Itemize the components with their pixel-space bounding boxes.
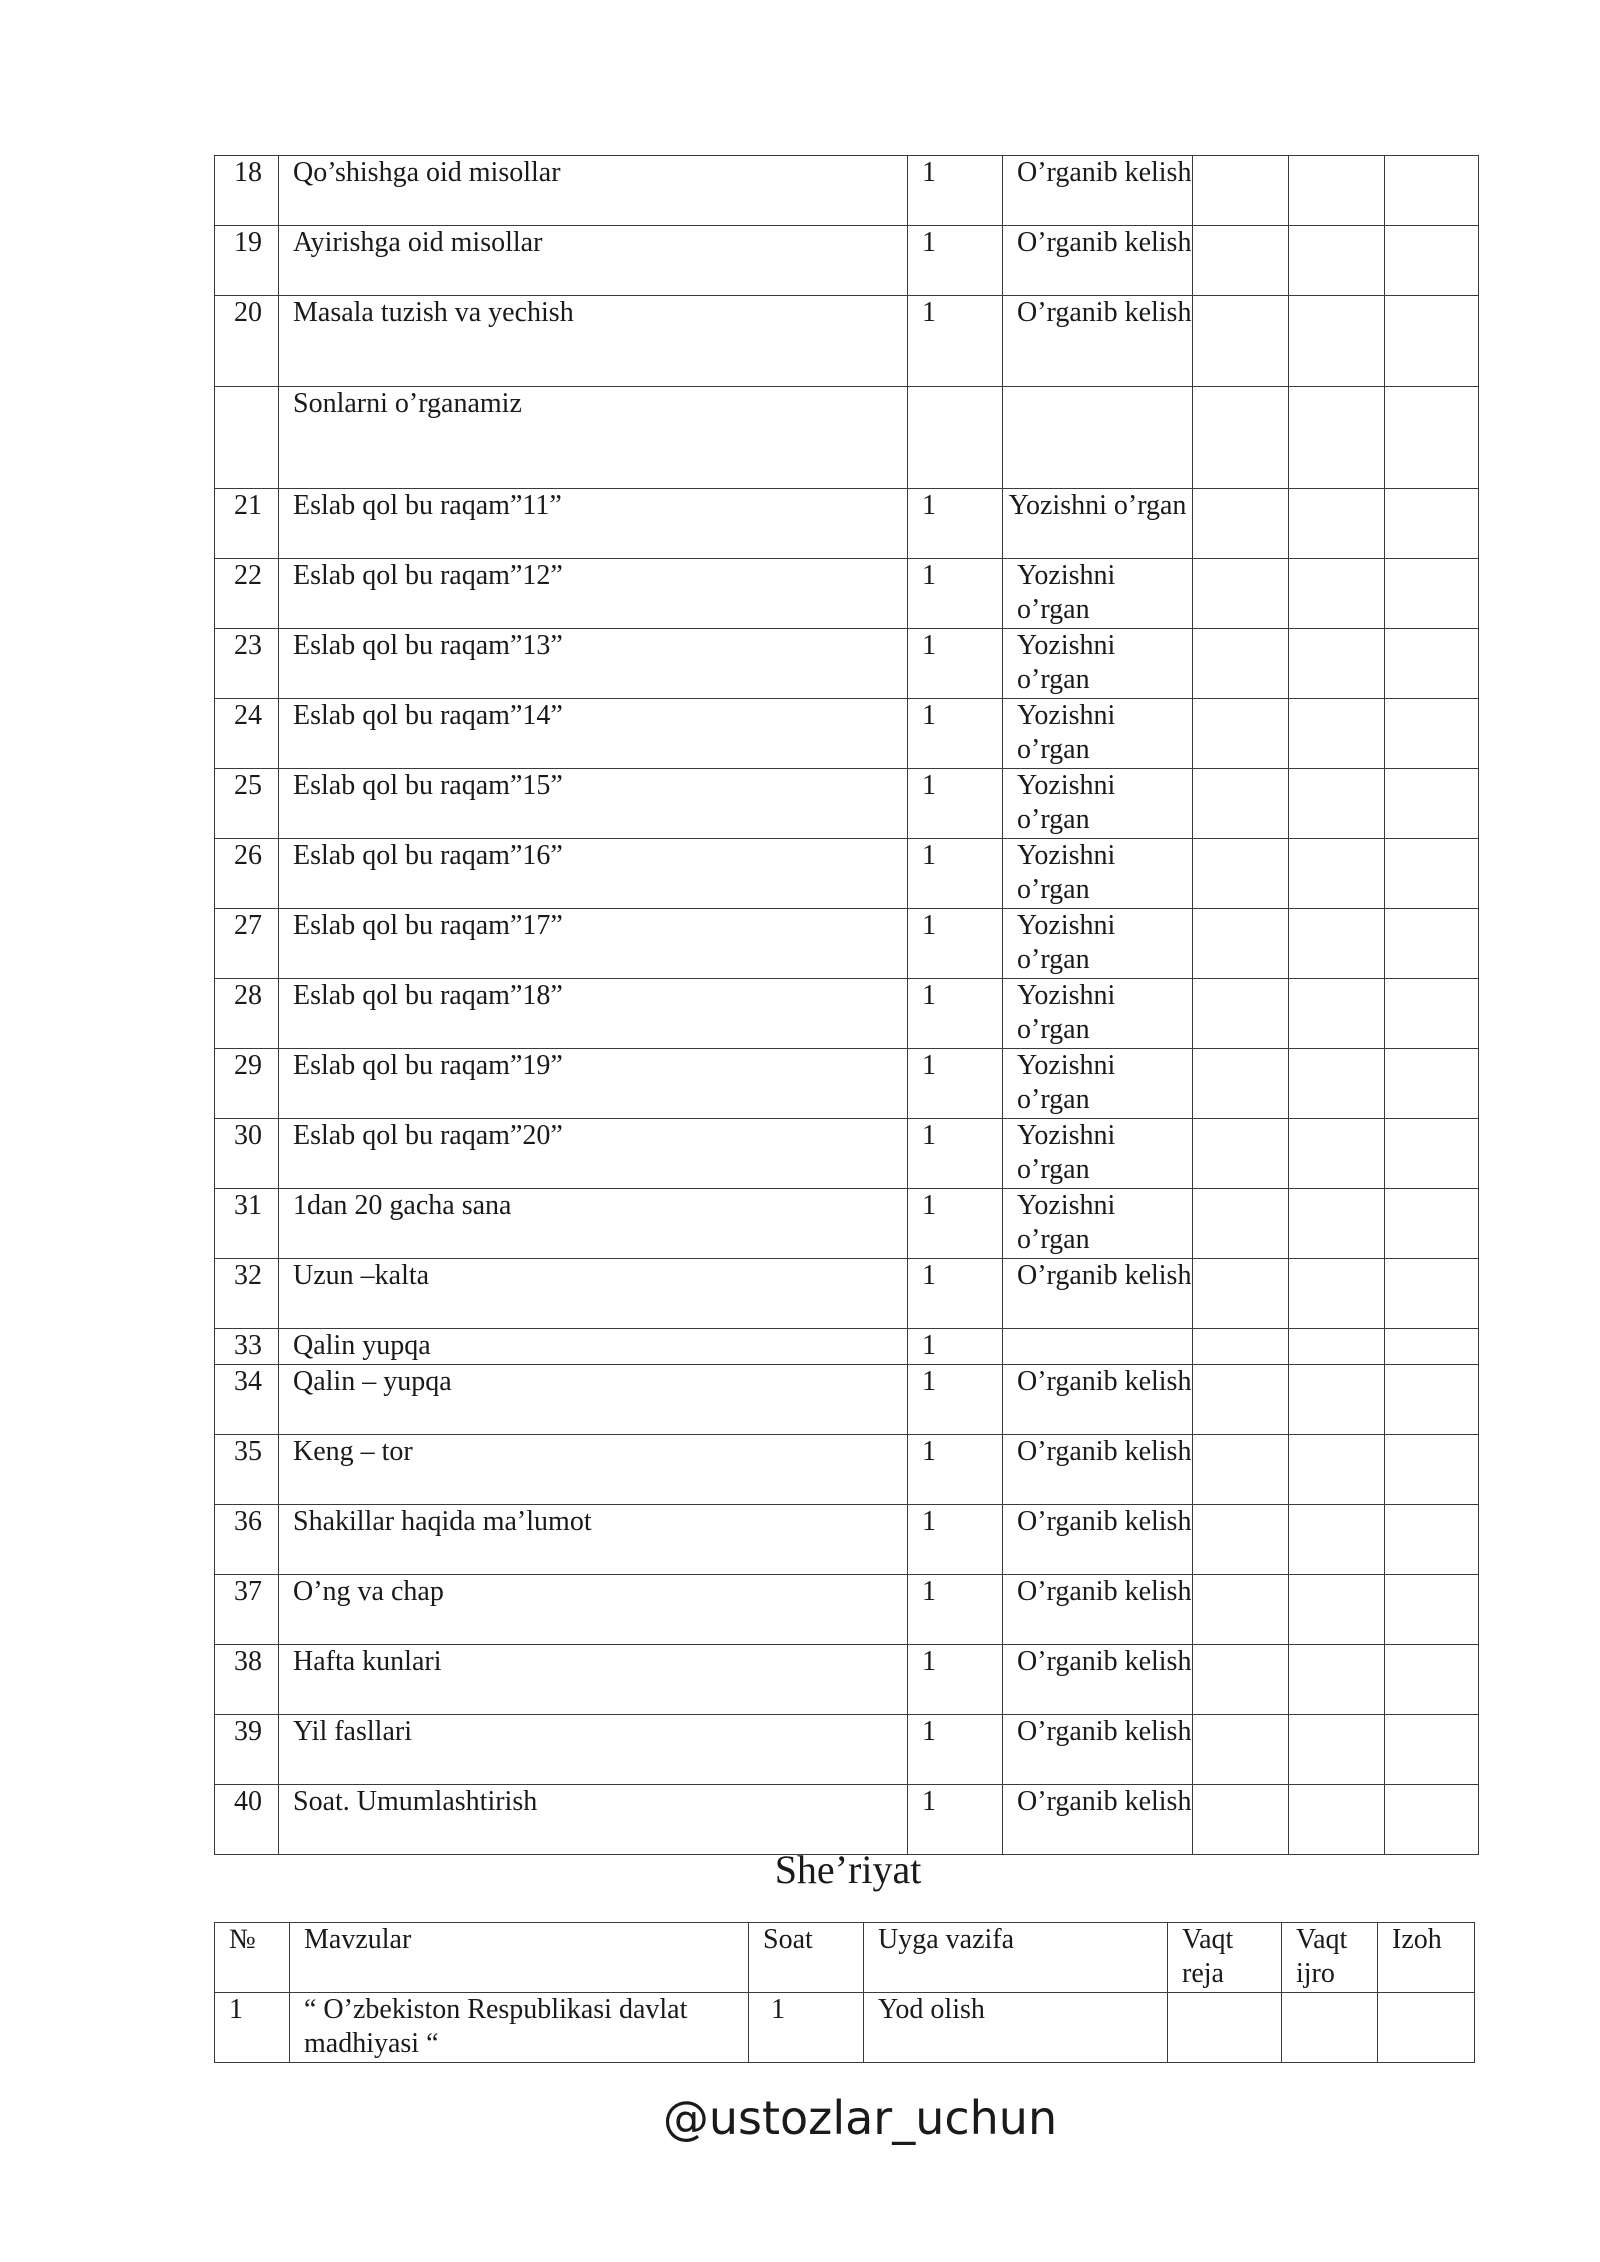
cell-note xyxy=(1385,1119,1479,1189)
cell-planned-time xyxy=(1193,1785,1289,1855)
header-note: Izoh xyxy=(1378,1923,1475,1993)
section-title: She’riyat xyxy=(774,1847,922,1892)
cell-homework xyxy=(1003,387,1193,489)
header-planned-time: Vaqt reja xyxy=(1168,1923,1282,1993)
cell-homework: O’rganib kelish xyxy=(1003,156,1193,226)
table-row xyxy=(215,1575,1479,1645)
cell-homework: Yozishni o’rgan xyxy=(1003,839,1193,909)
cell-hours: 1 xyxy=(908,629,1003,699)
cell-note xyxy=(1385,1785,1479,1855)
cell-number: 38 xyxy=(215,1645,279,1715)
table-row xyxy=(215,909,1479,979)
cell-topic: Eslab qol bu raqam”11” xyxy=(279,489,908,559)
cell-planned-time xyxy=(1193,909,1289,979)
cell-planned-time xyxy=(1193,1329,1289,1365)
cell-actual-time xyxy=(1289,156,1385,226)
cell-hours: 1 xyxy=(749,1993,864,2063)
cell-number: 40 xyxy=(215,1785,279,1855)
cell-number: 20 xyxy=(215,296,279,387)
cell-homework: O’rganib kelish xyxy=(1003,1715,1193,1785)
watermark: @ustozlar_uchun xyxy=(662,2091,1058,2145)
cell-hours: 1 xyxy=(908,1189,1003,1259)
cell-actual-time xyxy=(1282,1993,1378,2063)
cell-homework: Yozishni o’rgan xyxy=(1003,489,1193,559)
cell-actual-time xyxy=(1289,1119,1385,1189)
cell-planned-time xyxy=(1193,839,1289,909)
cell-topic: Eslab qol bu raqam”20” xyxy=(279,1119,908,1189)
cell-actual-time xyxy=(1289,909,1385,979)
cell-topic: Hafta kunlari xyxy=(279,1645,908,1715)
cell-actual-time xyxy=(1289,1505,1385,1575)
table-row xyxy=(215,1993,1475,2063)
cell-planned-time xyxy=(1193,1505,1289,1575)
header-homework: Uyga vazifa xyxy=(864,1923,1168,1993)
cell-actual-time xyxy=(1289,1189,1385,1259)
cell-hours: 1 xyxy=(908,839,1003,909)
cell-hours: 1 xyxy=(908,1329,1003,1365)
cell-note xyxy=(1385,979,1479,1049)
cell-planned-time xyxy=(1193,489,1289,559)
cell-note xyxy=(1385,296,1479,387)
cell-actual-time xyxy=(1289,1785,1385,1855)
table-row xyxy=(215,629,1479,699)
cell-hours: 1 xyxy=(908,489,1003,559)
cell-number: 37 xyxy=(215,1575,279,1645)
cell-planned-time xyxy=(1193,1365,1289,1435)
lesson-plan-body xyxy=(215,156,1479,1855)
cell-topic: Qo’shishga oid misollar xyxy=(279,156,908,226)
cell-number: 28 xyxy=(215,979,279,1049)
cell-note xyxy=(1378,1993,1475,2063)
cell-homework: Yozishni o’rgan xyxy=(1003,699,1193,769)
cell-actual-time xyxy=(1289,1645,1385,1715)
cell-note xyxy=(1385,156,1479,226)
cell-homework: O’rganib kelish xyxy=(1003,1435,1193,1505)
cell-actual-time xyxy=(1289,839,1385,909)
table-row xyxy=(215,1119,1479,1189)
header-topics: Mavzular xyxy=(290,1923,749,1993)
cell-topic: Eslab qol bu raqam”12” xyxy=(279,559,908,629)
cell-homework: O’rganib kelish xyxy=(1003,226,1193,296)
cell-number: 27 xyxy=(215,909,279,979)
cell-note xyxy=(1385,1505,1479,1575)
cell-hours: 1 xyxy=(908,699,1003,769)
table-row xyxy=(215,1365,1479,1435)
cell-homework: Yozishni o’rgan xyxy=(1003,1049,1193,1119)
cell-actual-time xyxy=(1289,979,1385,1049)
cell-note xyxy=(1385,226,1479,296)
cell-homework: O’rganib kelish xyxy=(1003,1645,1193,1715)
cell-hours: 1 xyxy=(908,769,1003,839)
cell-actual-time xyxy=(1289,1049,1385,1119)
cell-homework: Yozishni o’rgan xyxy=(1003,559,1193,629)
cell-planned-time xyxy=(1193,1259,1289,1329)
cell-planned-time xyxy=(1193,296,1289,387)
cell-topic: Eslab qol bu raqam”19” xyxy=(279,1049,908,1119)
cell-note xyxy=(1385,909,1479,979)
cell-topic: Qalin – yupqa xyxy=(279,1365,908,1435)
cell-note xyxy=(1385,387,1479,489)
cell-hours: 1 xyxy=(908,1505,1003,1575)
cell-actual-time xyxy=(1289,1435,1385,1505)
cell-homework: Yod olish xyxy=(864,1993,1168,2063)
cell-topic: O’ng va chap xyxy=(279,1575,908,1645)
cell-hours: 1 xyxy=(908,559,1003,629)
table-row xyxy=(215,296,1479,387)
cell-topic: Masala tuzish va yechish xyxy=(279,296,908,387)
cell-note xyxy=(1385,699,1479,769)
cell-homework: Yozishni o’rgan xyxy=(1003,909,1193,979)
cell-number: 25 xyxy=(215,769,279,839)
cell-topic: Yil fasllari xyxy=(279,1715,908,1785)
cell-note xyxy=(1385,1435,1479,1505)
cell-number: 29 xyxy=(215,1049,279,1119)
table-row xyxy=(215,769,1479,839)
cell-topic: Eslab qol bu raqam”18” xyxy=(279,979,908,1049)
cell-actual-time xyxy=(1289,1715,1385,1785)
cell-note xyxy=(1385,489,1479,559)
cell-hours: 1 xyxy=(908,909,1003,979)
table-row xyxy=(215,559,1479,629)
cell-note xyxy=(1385,1715,1479,1785)
cell-number: 24 xyxy=(215,699,279,769)
header-actual-time: Vaqt ijro xyxy=(1282,1923,1378,1993)
header-number: № xyxy=(215,1923,290,1993)
table-row xyxy=(215,839,1479,909)
cell-topic: Qalin yupqa xyxy=(279,1329,908,1365)
table-row xyxy=(215,979,1479,1049)
table-row xyxy=(215,1715,1479,1785)
table-row xyxy=(215,1329,1479,1365)
cell-topic: Sonlarni o’rganamiz xyxy=(279,387,908,489)
cell-topic: Eslab qol bu raqam”17” xyxy=(279,909,908,979)
cell-homework: Yozishni o’rgan xyxy=(1003,629,1193,699)
cell-topic: Eslab qol bu raqam”15” xyxy=(279,769,908,839)
cell-number: 33 xyxy=(215,1329,279,1365)
cell-note xyxy=(1385,1575,1479,1645)
cell-topic: Ayirishga oid misollar xyxy=(279,226,908,296)
cell-number xyxy=(215,387,279,489)
cell-number: 1 xyxy=(215,1993,290,2063)
cell-topic: Eslab qol bu raqam”16” xyxy=(279,839,908,909)
cell-number: 23 xyxy=(215,629,279,699)
cell-homework: O’rganib kelish xyxy=(1003,1785,1193,1855)
cell-planned-time xyxy=(1193,1645,1289,1715)
cell-planned-time xyxy=(1193,1575,1289,1645)
table-row xyxy=(215,1259,1479,1329)
cell-topic: Keng – tor xyxy=(279,1435,908,1505)
cell-homework: O’rganib kelish xyxy=(1003,296,1193,387)
cell-note xyxy=(1385,1259,1479,1329)
cell-homework: O’rganib kelish xyxy=(1003,1505,1193,1575)
cell-planned-time xyxy=(1193,1189,1289,1259)
cell-actual-time xyxy=(1289,559,1385,629)
cell-topic: Soat. Umumlashtirish xyxy=(279,1785,908,1855)
cell-actual-time xyxy=(1289,1365,1385,1435)
cell-note xyxy=(1385,559,1479,629)
poetry-header-row xyxy=(215,1923,1475,1993)
cell-number: 32 xyxy=(215,1259,279,1329)
cell-planned-time xyxy=(1193,387,1289,489)
cell-hours: 1 xyxy=(908,979,1003,1049)
cell-planned-time xyxy=(1193,979,1289,1049)
cell-homework: O’rganib kelish xyxy=(1003,1365,1193,1435)
cell-actual-time xyxy=(1289,1259,1385,1329)
cell-number: 34 xyxy=(215,1365,279,1435)
cell-actual-time xyxy=(1289,387,1385,489)
header-hours: Soat xyxy=(749,1923,864,1993)
cell-number: 18 xyxy=(215,156,279,226)
cell-hours: 1 xyxy=(908,1645,1003,1715)
cell-planned-time xyxy=(1193,1715,1289,1785)
cell-note xyxy=(1385,1365,1479,1435)
cell-topic: Eslab qol bu raqam”14” xyxy=(279,699,908,769)
cell-homework: Yozishni o’rgan xyxy=(1003,1119,1193,1189)
cell-number: 22 xyxy=(215,559,279,629)
cell-hours: 1 xyxy=(908,1049,1003,1119)
table-row xyxy=(215,1189,1479,1259)
cell-actual-time xyxy=(1289,296,1385,387)
cell-hours: 1 xyxy=(908,296,1003,387)
cell-topic: Eslab qol bu raqam”13” xyxy=(279,629,908,699)
cell-number: 30 xyxy=(215,1119,279,1189)
table-row xyxy=(215,1645,1479,1715)
cell-hours: 1 xyxy=(908,1259,1003,1329)
cell-hours: 1 xyxy=(908,1785,1003,1855)
cell-homework: O’rganib kelish xyxy=(1003,1575,1193,1645)
cell-homework xyxy=(1003,1329,1193,1365)
cell-homework: Yozishni o’rgan xyxy=(1003,1189,1193,1259)
cell-planned-time xyxy=(1193,226,1289,296)
cell-hours: 1 xyxy=(908,1435,1003,1505)
cell-actual-time xyxy=(1289,226,1385,296)
cell-actual-time xyxy=(1289,1329,1385,1365)
cell-hours: 1 xyxy=(908,1575,1003,1645)
table-row xyxy=(215,699,1479,769)
cell-note xyxy=(1385,1049,1479,1119)
lesson-plan-table xyxy=(214,155,1479,1855)
table-row xyxy=(215,226,1479,296)
cell-note xyxy=(1385,1189,1479,1259)
cell-planned-time xyxy=(1193,559,1289,629)
cell-hours: 1 xyxy=(908,1715,1003,1785)
poetry-table xyxy=(214,1922,1475,2063)
cell-actual-time xyxy=(1289,769,1385,839)
cell-planned-time xyxy=(1193,156,1289,226)
table-row xyxy=(215,387,1479,489)
table-row xyxy=(215,156,1479,226)
cell-homework: O’rganib kelish xyxy=(1003,1259,1193,1329)
cell-number: 36 xyxy=(215,1505,279,1575)
cell-planned-time xyxy=(1193,1049,1289,1119)
cell-number: 26 xyxy=(215,839,279,909)
cell-topic: 1dan 20 gacha sana xyxy=(279,1189,908,1259)
table-row xyxy=(215,489,1479,559)
cell-topic: Uzun –kalta xyxy=(279,1259,908,1329)
cell-note xyxy=(1385,629,1479,699)
cell-note xyxy=(1385,839,1479,909)
cell-planned-time xyxy=(1168,1993,1282,2063)
cell-note xyxy=(1385,1329,1479,1365)
table-row xyxy=(215,1505,1479,1575)
cell-actual-time xyxy=(1289,629,1385,699)
cell-note xyxy=(1385,1645,1479,1715)
table-row xyxy=(215,1049,1479,1119)
cell-planned-time xyxy=(1193,1119,1289,1189)
cell-actual-time xyxy=(1289,489,1385,559)
cell-planned-time xyxy=(1193,769,1289,839)
cell-homework: Yozishni o’rgan xyxy=(1003,979,1193,1049)
cell-hours xyxy=(908,387,1003,489)
cell-number: 39 xyxy=(215,1715,279,1785)
cell-number: 19 xyxy=(215,226,279,296)
cell-planned-time xyxy=(1193,1435,1289,1505)
cell-planned-time xyxy=(1193,699,1289,769)
cell-hours: 1 xyxy=(908,226,1003,296)
cell-actual-time xyxy=(1289,699,1385,769)
cell-actual-time xyxy=(1289,1575,1385,1645)
cell-hours: 1 xyxy=(908,1119,1003,1189)
cell-topic: “ O’zbekiston Respublikasi davlat madhiyasi “ xyxy=(290,1993,749,2063)
cell-topic: Shakillar haqida ma’lumot xyxy=(279,1505,908,1575)
cell-number: 21 xyxy=(215,489,279,559)
cell-homework: Yozishni o’rgan xyxy=(1003,769,1193,839)
cell-hours: 1 xyxy=(908,156,1003,226)
table-row xyxy=(215,1435,1479,1505)
cell-note xyxy=(1385,769,1479,839)
cell-number: 35 xyxy=(215,1435,279,1505)
cell-hours: 1 xyxy=(908,1365,1003,1435)
table-row xyxy=(215,1785,1479,1855)
cell-number: 31 xyxy=(215,1189,279,1259)
cell-planned-time xyxy=(1193,629,1289,699)
